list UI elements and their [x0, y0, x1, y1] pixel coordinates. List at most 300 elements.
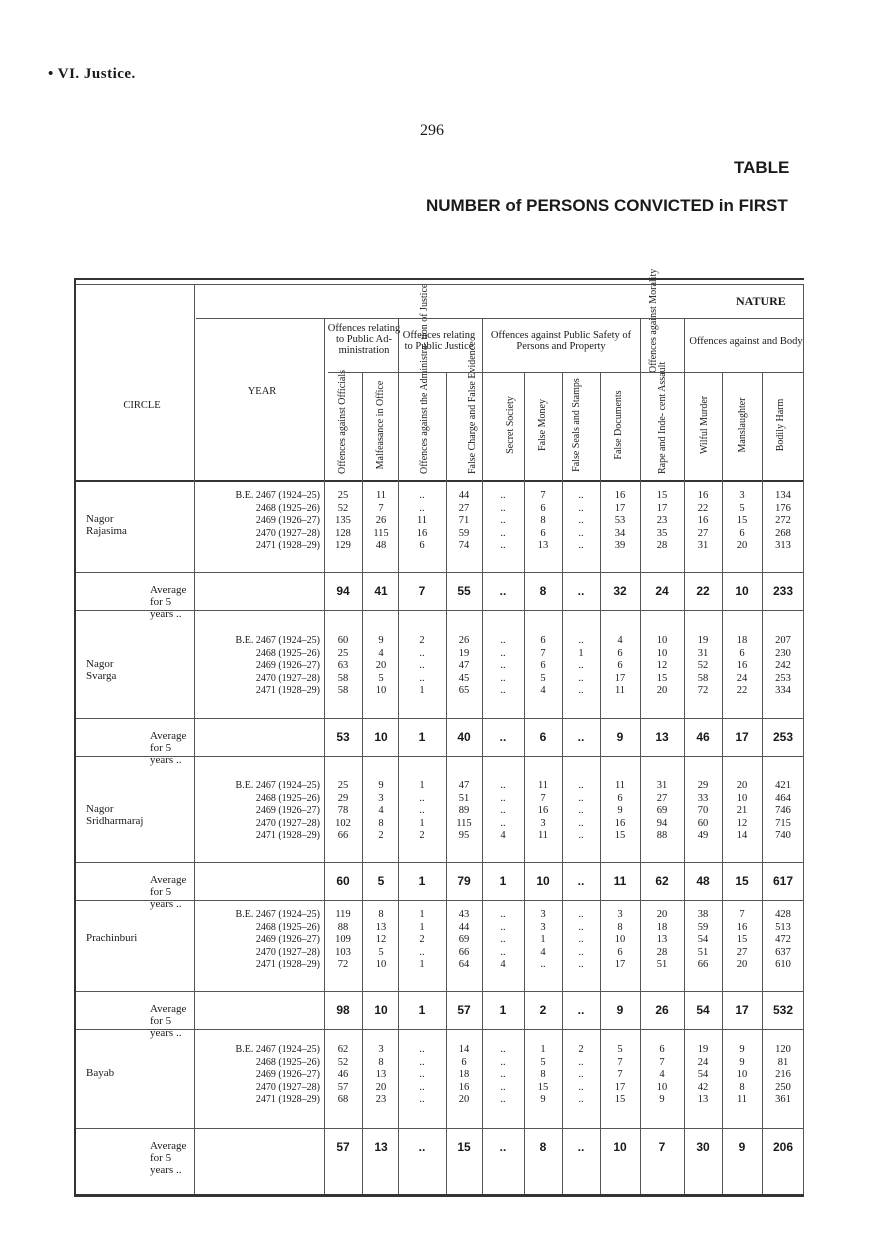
- year-label: 2468 (1925–26): [255, 792, 320, 804]
- data-cell: 134: [775, 490, 791, 501]
- data-cell: ..: [578, 1094, 584, 1105]
- circle-name: Nagor Svarga: [86, 658, 117, 682]
- data-cell: 119: [335, 909, 351, 920]
- data-cell: 16: [614, 490, 626, 501]
- data-cell: ..: [419, 1044, 425, 1055]
- data-cell: 16: [697, 515, 709, 526]
- data-cell: 58: [697, 672, 709, 684]
- circle-header: CIRCLE: [123, 400, 161, 411]
- data-cell: 268: [775, 527, 791, 539]
- data-cell: 44: [458, 490, 470, 501]
- data-cell: 9: [540, 1094, 546, 1105]
- data-column: [763, 490, 803, 553]
- data-cell: 746: [775, 805, 791, 816]
- data-cell: 2: [419, 830, 425, 841]
- average-value: 9: [616, 730, 624, 744]
- data-cell: 135: [335, 515, 351, 526]
- data-cell: 120: [775, 1044, 791, 1055]
- data-cell: 88: [656, 830, 668, 841]
- data-cell: 22: [736, 685, 748, 696]
- data-column: [323, 1044, 363, 1107]
- year-label: 2468 (1925–26): [255, 1056, 320, 1068]
- data-cell: 29: [337, 792, 349, 804]
- average-value: ..: [577, 1140, 585, 1154]
- data-cell: 27: [656, 792, 668, 804]
- average-value: 2: [539, 1003, 547, 1017]
- data-cell: 1: [419, 780, 425, 791]
- year-label: 2468 (1925–26): [255, 502, 320, 514]
- data-cell: ..: [419, 672, 425, 684]
- data-cell: 242: [775, 660, 791, 671]
- data-cell: 20: [736, 959, 748, 970]
- rule: [76, 480, 804, 482]
- data-cell: 20: [656, 685, 668, 696]
- data-cell: ..: [578, 540, 584, 551]
- rule: [803, 284, 804, 1194]
- data-column: [402, 1044, 442, 1107]
- data-cell: ..: [419, 1069, 425, 1080]
- data-cell: 62: [337, 1044, 349, 1055]
- data-cell: 59: [697, 921, 709, 933]
- group-header-body: Offences against and Body: [689, 336, 803, 347]
- data-cell: ..: [500, 1094, 506, 1105]
- year-label: B.E. 2467 (1924–25): [235, 1044, 320, 1055]
- data-cell: 102: [335, 817, 351, 829]
- table-title: NUMBER of PERSONS CONVICTED in FIRST: [426, 196, 788, 215]
- data-cell: 31: [656, 780, 668, 791]
- data-column: [361, 490, 401, 553]
- data-cell: 13: [375, 1069, 387, 1080]
- data-cell: 9: [378, 635, 384, 646]
- statistics-table: [74, 268, 804, 1197]
- data-cell: 23: [656, 515, 668, 526]
- data-column: [722, 909, 762, 972]
- average-value: 206: [772, 1140, 794, 1154]
- data-column: [483, 1044, 523, 1107]
- data-cell: 10: [736, 792, 748, 804]
- data-cell: 58: [337, 672, 349, 684]
- data-cell: 95: [458, 830, 470, 841]
- data-cell: 54: [697, 934, 709, 945]
- data-cell: 53: [614, 515, 626, 526]
- data-cell: 78: [337, 805, 349, 816]
- data-cell: ..: [500, 527, 506, 539]
- data-cell: 2: [578, 1044, 584, 1055]
- data-cell: ..: [578, 1069, 584, 1080]
- data-cell: 25: [337, 647, 349, 659]
- data-column: [600, 1044, 640, 1107]
- data-column: [444, 909, 484, 972]
- data-cell: 216: [775, 1069, 791, 1080]
- data-column: [642, 490, 682, 553]
- data-cell: 361: [775, 1094, 791, 1105]
- data-cell: 20: [458, 1094, 470, 1105]
- average-label: Average for 5 years ..: [150, 730, 187, 766]
- data-cell: 15: [736, 934, 748, 945]
- average-value: 26: [655, 1003, 669, 1017]
- data-cell: ..: [578, 660, 584, 671]
- data-cell: 25: [337, 490, 349, 501]
- table-label: TABLE: [734, 158, 790, 177]
- data-cell: 54: [697, 1069, 709, 1080]
- data-cell: 28: [656, 946, 668, 958]
- data-cell: 16: [736, 660, 748, 671]
- year-list: [194, 1044, 320, 1107]
- average-value: 1: [418, 874, 426, 888]
- data-cell: 16: [614, 817, 626, 829]
- data-cell: 72: [337, 959, 349, 970]
- year-label: 2468 (1925–26): [255, 647, 320, 659]
- data-cell: 13: [375, 921, 387, 933]
- data-cell: 8: [540, 515, 546, 526]
- data-cell: 81: [777, 1056, 789, 1068]
- data-column: [323, 780, 363, 843]
- data-cell: ..: [578, 527, 584, 539]
- page-number: 296: [420, 122, 444, 139]
- data-cell: ..: [578, 934, 584, 945]
- data-cell: 20: [736, 780, 748, 791]
- data-column: [722, 780, 762, 843]
- data-cell: 51: [656, 959, 668, 970]
- data-cell: ..: [419, 1094, 425, 1105]
- rule: [328, 372, 804, 373]
- data-cell: 33: [697, 792, 709, 804]
- average-value: 17: [735, 730, 749, 744]
- data-column: [561, 780, 601, 843]
- data-column: [483, 490, 523, 553]
- data-cell: 19: [458, 647, 470, 659]
- data-cell: 1: [578, 647, 584, 659]
- data-cell: 253: [775, 672, 791, 684]
- year-label: 2470 (1927–28): [255, 1081, 320, 1093]
- data-cell: 49: [697, 830, 709, 841]
- data-cell: 17: [614, 502, 626, 514]
- average-value: 55: [457, 584, 471, 598]
- data-column: [402, 490, 442, 553]
- year-label: B.E. 2467 (1924–25): [235, 909, 320, 920]
- data-cell: ..: [500, 1069, 506, 1080]
- data-cell: 2: [419, 934, 425, 945]
- data-cell: 6: [617, 946, 623, 958]
- data-cell: 4: [540, 685, 546, 696]
- data-cell: 3: [378, 792, 384, 804]
- data-column: [600, 909, 640, 972]
- data-cell: 128: [335, 527, 351, 539]
- data-column: [600, 490, 640, 553]
- average-value: 60: [336, 874, 350, 888]
- data-cell: ..: [500, 635, 506, 646]
- data-cell: 8: [739, 1081, 745, 1093]
- data-cell: 23: [375, 1094, 387, 1105]
- average-value: 10: [374, 1003, 388, 1017]
- year-label: 2469 (1926–27): [255, 934, 320, 945]
- data-cell: 64: [458, 959, 470, 970]
- data-cell: 7: [540, 792, 546, 804]
- data-cell: 24: [736, 672, 748, 684]
- data-cell: 10: [656, 647, 668, 659]
- year-label: B.E. 2467 (1924–25): [235, 490, 320, 501]
- average-label: Average for 5 years ..: [150, 1140, 187, 1176]
- data-cell: 15: [656, 490, 668, 501]
- col-header-manslaughter: Manslaughter: [737, 397, 748, 453]
- data-cell: 12: [656, 660, 668, 671]
- data-cell: 13: [697, 1094, 709, 1105]
- data-cell: 15: [736, 515, 748, 526]
- data-cell: 66: [458, 946, 470, 958]
- data-cell: 5: [540, 1056, 546, 1068]
- data-cell: 11: [537, 780, 549, 791]
- data-cell: 60: [697, 817, 709, 829]
- average-value: 1: [418, 730, 426, 744]
- data-cell: ..: [578, 921, 584, 933]
- data-cell: ..: [500, 685, 506, 696]
- data-cell: 11: [375, 490, 387, 501]
- data-cell: ..: [500, 817, 506, 829]
- year-list: [194, 635, 320, 698]
- average-value: 22: [696, 584, 710, 598]
- data-cell: 70: [697, 805, 709, 816]
- data-cell: 129: [335, 540, 351, 551]
- average-value: 253: [772, 730, 794, 744]
- year-label: 2469 (1926–27): [255, 660, 320, 671]
- data-cell: 7: [378, 502, 384, 514]
- data-cell: ..: [500, 1044, 506, 1055]
- data-column: [600, 635, 640, 698]
- average-value: 8: [539, 1140, 547, 1154]
- data-cell: 20: [375, 1081, 387, 1093]
- data-cell: ..: [419, 792, 425, 804]
- data-column: [323, 490, 363, 553]
- year-label: B.E. 2467 (1924–25): [235, 635, 320, 646]
- data-cell: 1: [419, 909, 425, 920]
- data-cell: 610: [775, 959, 791, 970]
- data-cell: 10: [736, 1069, 748, 1080]
- data-cell: 1: [419, 959, 425, 970]
- data-cell: 13: [656, 934, 668, 945]
- data-cell: ..: [500, 515, 506, 526]
- data-cell: 22: [697, 502, 709, 514]
- data-cell: 10: [656, 1081, 668, 1093]
- data-column: [561, 909, 601, 972]
- data-cell: ..: [419, 502, 425, 514]
- data-column: [444, 490, 484, 553]
- average-label: Average for 5 years ..: [150, 1003, 187, 1039]
- data-column: [561, 490, 601, 553]
- year-list: [194, 780, 320, 843]
- data-column: [683, 909, 723, 972]
- data-column: [323, 909, 363, 972]
- data-cell: 69: [458, 934, 470, 945]
- average-value: 46: [696, 730, 710, 744]
- data-cell: 6: [739, 647, 745, 659]
- data-cell: 12: [375, 934, 387, 945]
- data-cell: 17: [656, 502, 668, 514]
- data-column: [402, 909, 442, 972]
- data-cell: 12: [736, 817, 748, 829]
- data-cell: 4: [500, 959, 506, 970]
- data-cell: 1: [419, 685, 425, 696]
- data-cell: ..: [578, 805, 584, 816]
- col-header-rape-assault: Rape and Inde- cent Assault: [657, 361, 668, 474]
- average-value: 32: [613, 584, 627, 598]
- average-value: 10: [613, 1140, 627, 1154]
- data-column: [483, 635, 523, 698]
- col-header-false-documents: False Documents: [613, 390, 624, 460]
- data-cell: 3: [540, 921, 546, 933]
- average-value: 53: [336, 730, 350, 744]
- data-cell: 7: [659, 1056, 665, 1068]
- data-cell: 13: [537, 540, 549, 551]
- data-column: [722, 1044, 762, 1107]
- col-header-offences-against-officials: Offences against Officials: [337, 369, 348, 474]
- data-cell: ..: [578, 1056, 584, 1068]
- data-cell: 47: [458, 660, 470, 671]
- year-label: B.E. 2467 (1924–25): [235, 780, 320, 791]
- data-cell: 19: [697, 1044, 709, 1055]
- data-cell: 6: [540, 527, 546, 539]
- data-cell: 637: [775, 946, 791, 958]
- data-cell: 7: [540, 647, 546, 659]
- data-cell: ..: [500, 780, 506, 791]
- data-cell: 4: [659, 1069, 665, 1080]
- average-value: 7: [418, 584, 426, 598]
- group-header-public-justice: Offences relating to Public Justice: [402, 330, 476, 352]
- col-header-false-charge: False Charge and False Evidence: [467, 341, 478, 474]
- year-label: 2469 (1926–27): [255, 1069, 320, 1080]
- data-cell: 63: [337, 660, 349, 671]
- data-cell: 66: [697, 959, 709, 970]
- data-cell: 109: [335, 934, 351, 945]
- data-cell: 14: [458, 1044, 470, 1055]
- year-header: YEAR: [247, 386, 277, 397]
- year-label: 2468 (1925–26): [255, 921, 320, 933]
- data-cell: ..: [578, 780, 584, 791]
- data-cell: ..: [500, 946, 506, 958]
- circle-name: Nagor Rajasima: [86, 513, 127, 537]
- average-value: 24: [655, 584, 669, 598]
- data-cell: ..: [500, 921, 506, 933]
- average-value: 15: [735, 874, 749, 888]
- data-cell: 52: [697, 660, 709, 671]
- data-cell: 17: [614, 1081, 626, 1093]
- data-cell: 11: [736, 1094, 748, 1105]
- data-cell: 1: [540, 934, 546, 945]
- data-cell: 88: [337, 921, 349, 933]
- average-value: 98: [336, 1003, 350, 1017]
- data-column: [483, 909, 523, 972]
- data-column: [763, 635, 803, 698]
- year-label: 2471 (1928–29): [255, 959, 320, 970]
- data-cell: 9: [617, 805, 623, 816]
- data-column: [642, 909, 682, 972]
- data-cell: 3: [617, 909, 623, 920]
- data-cell: 4: [378, 805, 384, 816]
- data-cell: ..: [500, 490, 506, 501]
- average-label: Average for 5 years ..: [150, 874, 187, 910]
- average-value: 8: [539, 584, 547, 598]
- average-value: 1: [499, 874, 507, 888]
- data-cell: 16: [416, 527, 428, 539]
- rule: [76, 572, 804, 573]
- data-cell: 6: [617, 660, 623, 671]
- data-cell: 6: [659, 1044, 665, 1055]
- data-cell: ..: [419, 1056, 425, 1068]
- year-label: 2471 (1928–29): [255, 540, 320, 551]
- data-cell: ..: [500, 647, 506, 659]
- data-column: [361, 635, 401, 698]
- data-cell: 47: [458, 780, 470, 791]
- data-column: [683, 780, 723, 843]
- year-list: [194, 490, 320, 553]
- data-cell: 43: [458, 909, 470, 920]
- data-cell: 89: [458, 805, 470, 816]
- data-cell: 6: [540, 660, 546, 671]
- data-column: [600, 780, 640, 843]
- data-cell: 16: [697, 490, 709, 501]
- data-cell: 513: [775, 921, 791, 933]
- year-label: 2471 (1928–29): [255, 1094, 320, 1105]
- data-cell: 9: [739, 1056, 745, 1068]
- data-cell: 26: [458, 635, 470, 646]
- data-cell: 6: [617, 647, 623, 659]
- data-cell: ..: [500, 1056, 506, 1068]
- data-cell: 69: [656, 805, 668, 816]
- data-cell: ..: [578, 792, 584, 804]
- data-cell: 230: [775, 647, 791, 659]
- average-value: 54: [696, 1003, 710, 1017]
- average-value: 41: [374, 584, 388, 598]
- data-column: [483, 780, 523, 843]
- average-value: ..: [499, 730, 507, 744]
- average-label: Average for 5 years ..: [150, 584, 187, 620]
- data-cell: 72: [697, 685, 709, 696]
- data-column: [361, 909, 401, 972]
- year-label: 2470 (1927–28): [255, 527, 320, 539]
- data-column: [402, 635, 442, 698]
- average-value: ..: [577, 1003, 585, 1017]
- data-column: [561, 1044, 601, 1107]
- year-label: 2470 (1927–28): [255, 817, 320, 829]
- data-cell: 15: [656, 672, 668, 684]
- data-cell: 421: [775, 780, 791, 791]
- data-cell: ..: [500, 672, 506, 684]
- data-cell: ..: [419, 946, 425, 958]
- data-cell: 66: [337, 830, 349, 841]
- data-cell: 6: [617, 792, 623, 804]
- data-cell: 27: [736, 946, 748, 958]
- data-cell: 103: [335, 946, 351, 958]
- data-cell: ..: [419, 1081, 425, 1093]
- average-value: 10: [536, 874, 550, 888]
- data-cell: 1: [419, 817, 425, 829]
- average-value: 30: [696, 1140, 710, 1154]
- data-cell: 11: [614, 685, 626, 696]
- data-cell: 7: [617, 1056, 623, 1068]
- data-cell: 10: [375, 959, 387, 970]
- data-cell: 46: [337, 1069, 349, 1080]
- data-cell: 11: [614, 780, 626, 791]
- average-value: 9: [738, 1140, 746, 1154]
- data-cell: 31: [697, 540, 709, 551]
- data-cell: 8: [378, 909, 384, 920]
- data-column: [402, 780, 442, 843]
- data-cell: 428: [775, 909, 791, 920]
- data-cell: 313: [775, 540, 791, 551]
- average-value: 617: [772, 874, 794, 888]
- data-cell: 51: [697, 946, 709, 958]
- average-value: ..: [499, 1140, 507, 1154]
- data-cell: ..: [578, 635, 584, 646]
